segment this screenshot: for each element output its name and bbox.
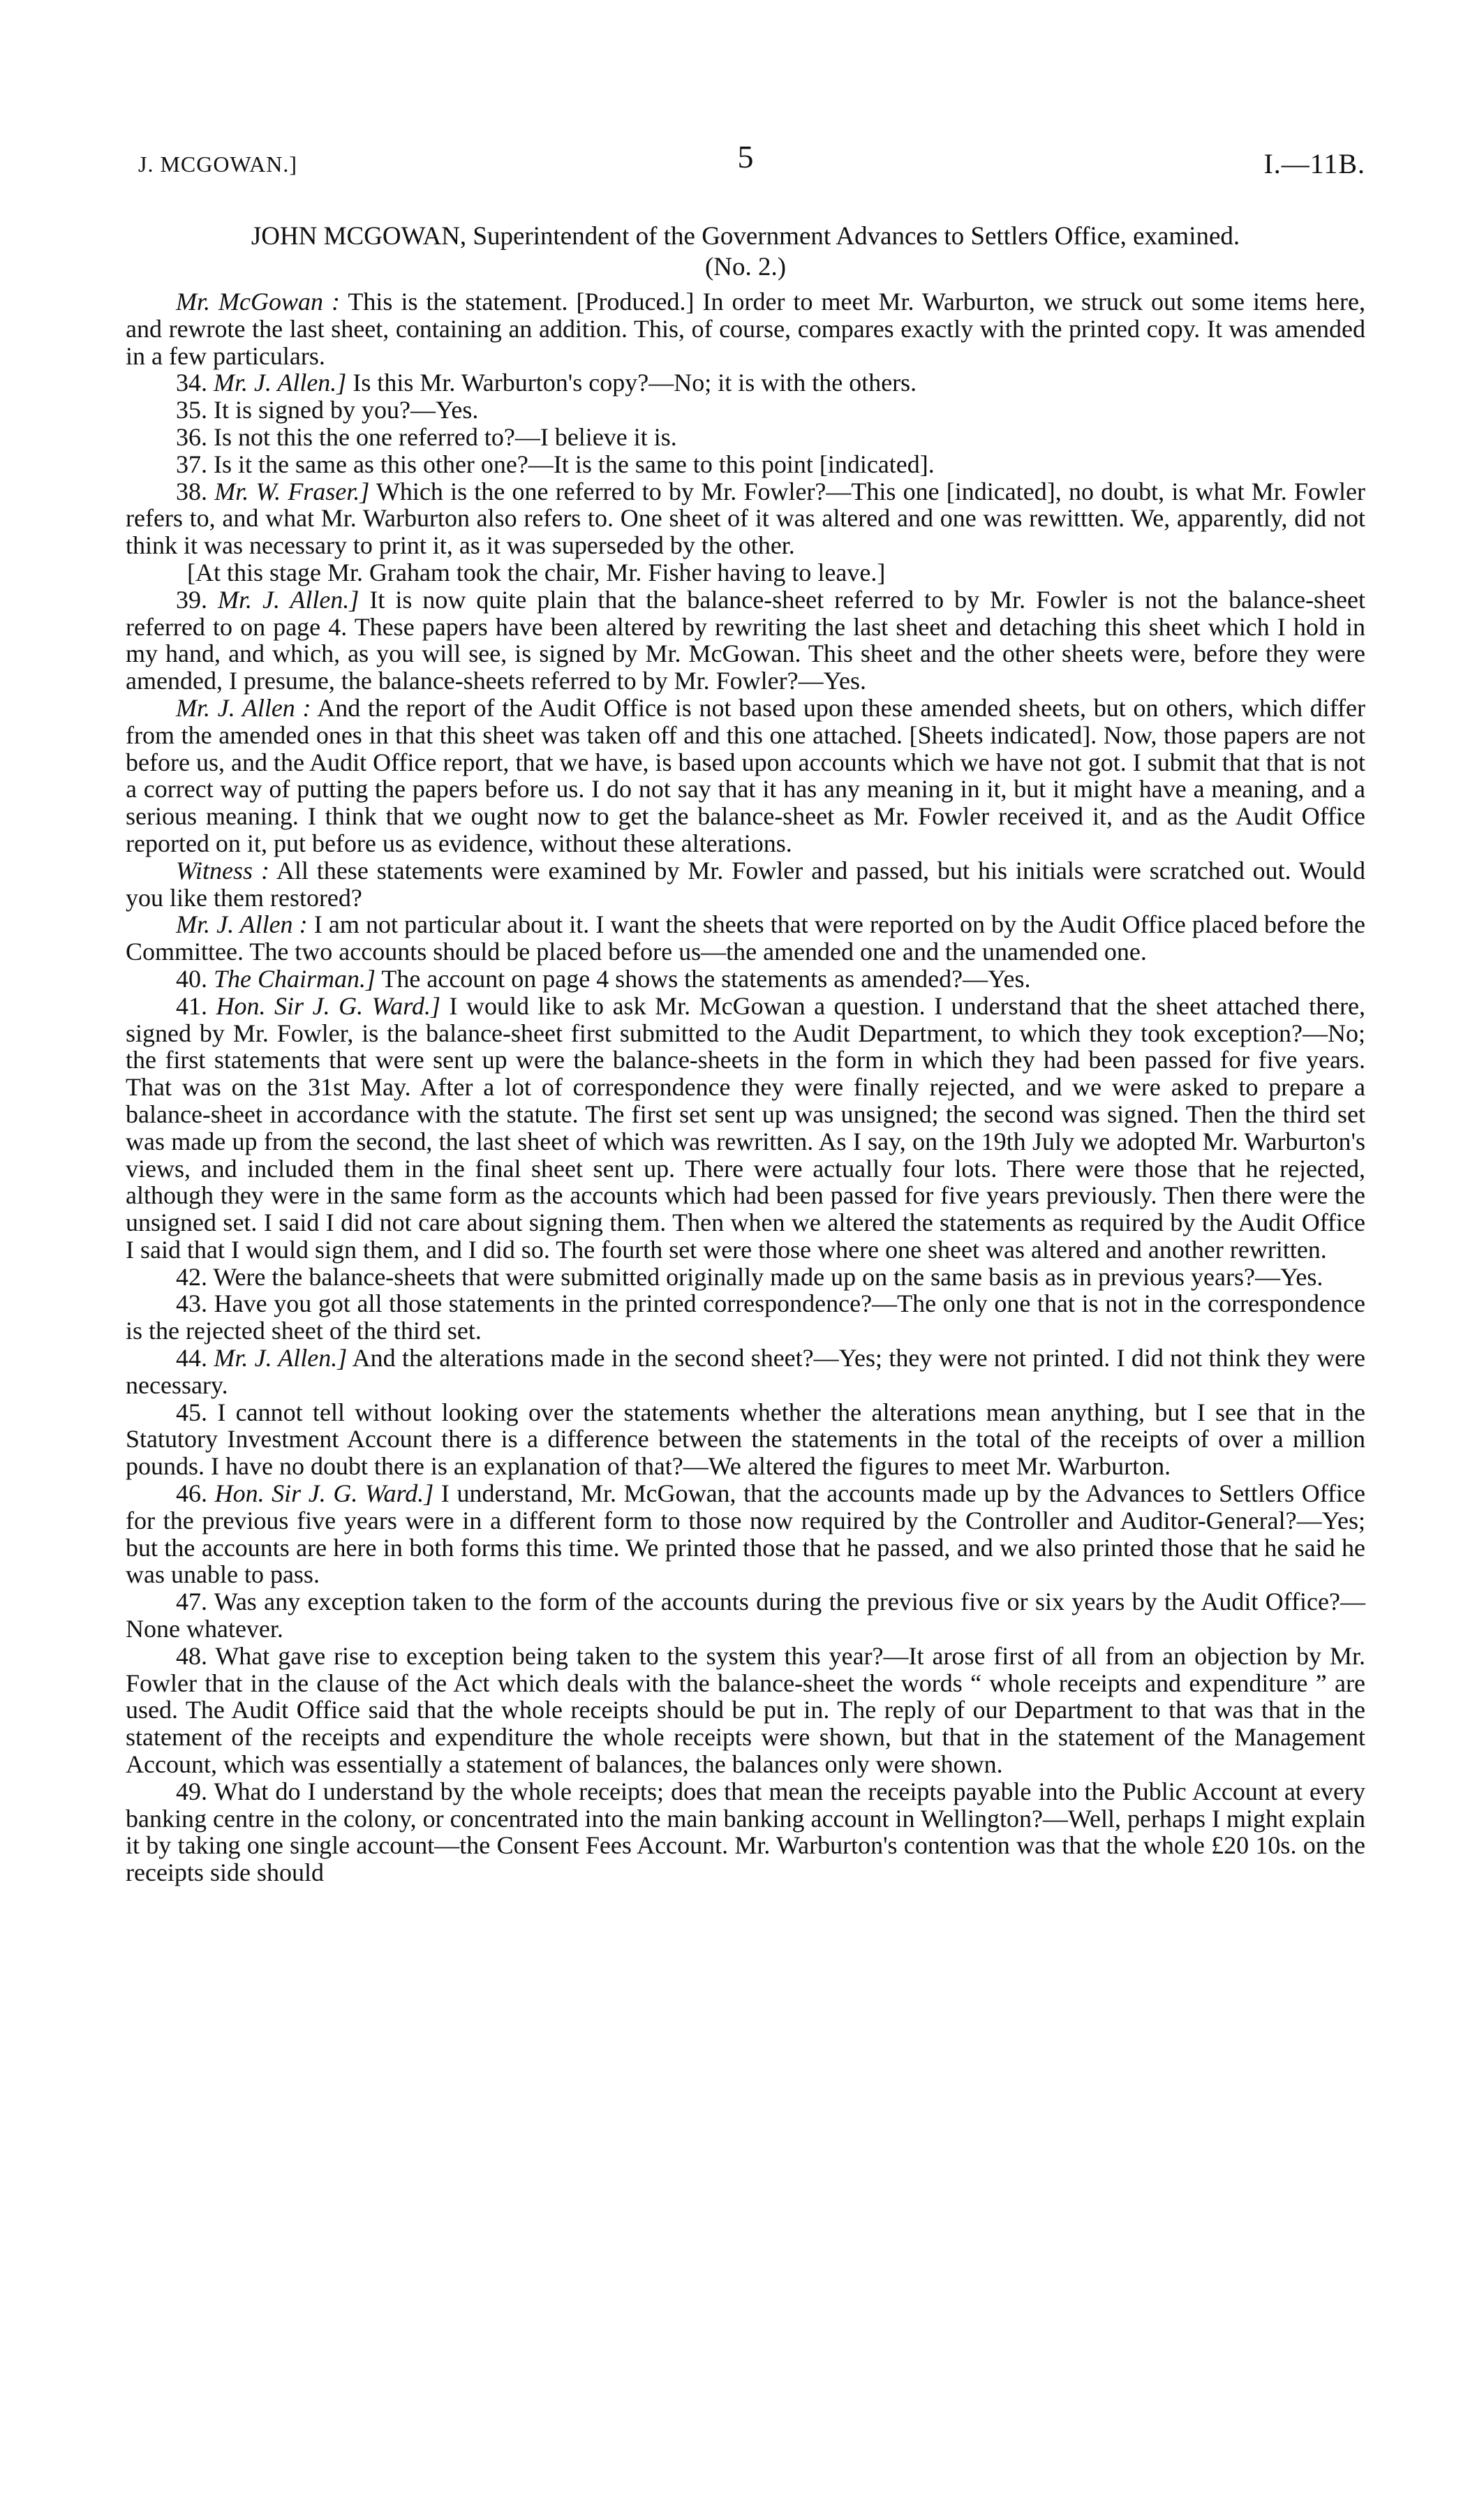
paragraph-text: And the alterations made in the second sheet?—Yes; they were not printed. I did not think they were necessary. xyxy=(126,1344,1366,1399)
question-number: 42. xyxy=(176,1262,207,1291)
paragraph-text: It is signed by you?—Yes. xyxy=(214,396,479,424)
evidence-paragraph xyxy=(126,857,1365,912)
running-head-left: J. MCGOWAN.] xyxy=(138,151,297,177)
paragraph-text: What gave rise to exception being taken to the system this year?—It arose first of all from an objection by Mr. Fowler that in the clause of the Act which deals with the balance-sheet the words “ whole receipts and expenditure ” are used. The Audit Office said that the whole receipts should be put in. The reply of our Department to that was that in the statement of the receipts and expenditure the whole receipts were shown, but that in the statement of the Management Account, which was essentially a statement of balances, the balances only were shown. xyxy=(126,1641,1365,1779)
evidence-paragraph xyxy=(126,966,1365,993)
evidence-paragraph xyxy=(126,478,1365,559)
paragraph-text: And the report of the Audit Office is not based upon these amended sheets, but on others, which differ from the amended ones in that this sheet was taken off and this one attached. [Sheets indicated]. Now, those papers are not before us, and the Audit Office report, that we have, is based upon accounts which we have not got. I submit that that is not a correct way of putting the papers before us. I do not say that it has any meaning in it, but it might have a meaning, and a serious meaning. I think that we ought now to get the balance-sheet as Mr. Fowler received it, and as the Audit Office reported on it, put before us as evidence, without these alterations. xyxy=(126,693,1366,857)
question-number: 45. xyxy=(176,1398,207,1426)
witness-title: Superintendent of the Government Advances to Settlers Office, examined. xyxy=(473,222,1240,251)
paragraph-text: Have you got all those statements in the printed correspondence?—The only one that is not in the correspondence is the rejected sheet of the third set. xyxy=(126,1289,1365,1345)
paragraph-text: All these statements were examined by Mr. Fowler and passed, but his initials were scratched out. Would you like them restored? xyxy=(126,856,1365,912)
evidence-paragraph xyxy=(126,1643,1365,1778)
question-number: 41. xyxy=(176,991,207,1020)
speaker-label: Mr. J. Allen.] xyxy=(214,1344,348,1373)
paragraph-text: Is it the same as this other one?—It is the same to this point [indicated]. xyxy=(214,450,935,478)
evidence-paragraph xyxy=(126,1290,1365,1345)
witness-name: JOHN MCGOWAN, xyxy=(251,222,467,251)
paragraph-text: Is not this the one referred to?—I believe it is. xyxy=(214,422,677,451)
paragraph-text: Was any exception taken to the form of the accounts during the previous five or six years by the Audit Office?—None whatever. xyxy=(126,1588,1365,1643)
paragraph-text: It is now quite plain that the balance-sheet referred to by Mr. Fowler is not the balance-sheet referred to on page 4. These papers have been altered by rewriting the last sheet and detaching this sheet which I hold in my hand, and which, as you will see, is signed by Mr. McGowan. This sheet and the other sheets were, before they were amended, I presume, the balance-sheets referred to by Mr. Fowler?—Yes. xyxy=(126,585,1366,695)
paragraph-text: I cannot tell without looking over the statements whether the alterations mean anything, but I see that in the Statutory Investment Account there is a difference between the statements in the total of the receipts of over a million pounds. I have no doubt there is an explanation of that?—We altered the figures to meet Mr. Warburton. xyxy=(126,1398,1365,1481)
paragraph-text: Which is the one referred to by Mr. Fowler?—This one [indicated], no doubt, is what Mr. Fowler refers to, and what Mr. Warburton also refers to. One sheet of it was altered and one was rewittten. We, apparently, did not think it was necessary to print it, as it was superseded by the other. xyxy=(126,477,1365,560)
question-number: 47. xyxy=(176,1588,207,1616)
question-number: 37. xyxy=(176,450,207,478)
question-number: 34. xyxy=(176,369,207,397)
evidence-paragraph xyxy=(126,993,1365,1264)
paragraph-text: This is the statement. [Produced.] In order to meet Mr. Warburton, we struck out some items here, and rewrote the last sheet, containing an addition. This, of course, compares exactly with the printed copy. It was amended in a few particulars. xyxy=(126,288,1365,370)
speaker-label: Mr. J. Allen : xyxy=(176,910,308,939)
question-number: 40. xyxy=(176,964,207,993)
section-heading xyxy=(126,221,1365,283)
paragraph-text: I would like to ask Mr. McGowan a question. I understand that the sheet attached there, signed by Mr. Fowler, is the balance-sheet first submitted to the Audit Department, to which they took exception?—No; the first statements that were sent up were the balance-sheets in the form in which they had been passed for five years. That was on the 31st May. After a lot of correspondence they were finally rejected, and we were asked to prepare a balance-sheet in accordance with the statute. The first set sent up was unsigned; the second was signed. Then the third set was made up from the second, the last sheet of which was rewritten. As I say, on the 19th July we adopted Mr. Warburton's views, and included them in the final sheet sent up. There were actually four lots. There were those that he rejected, although they were in the same form as the accounts which had been passed for five years previously. Then there were the unsigned set. I said I did not care about signing them. Then when we altered the statements as required by the Audit Office I said that I would sign them, and I did so. The fourth set were those where one sheet was altered and another rewritten. xyxy=(126,991,1366,1264)
examination-number: (No. 2.) xyxy=(704,253,787,281)
page-number: 5 xyxy=(737,139,754,175)
procedural-note xyxy=(126,559,1365,586)
paragraph-text: [At this stage Mr. Graham took the chair, Mr. Fisher having to leave.] xyxy=(187,558,886,586)
speaker-label: The Chairman.] xyxy=(214,964,376,993)
paragraph-text: Is this Mr. Warburton's copy?—No; it is with the others. xyxy=(353,369,917,397)
running-head xyxy=(126,136,1365,178)
paragraph-text: Were the balance-sheets that were submitted originally made up on the same basis as in previous years?—Yes. xyxy=(213,1262,1323,1291)
question-number: 36. xyxy=(176,422,207,451)
evidence-body xyxy=(126,288,1365,1886)
evidence-paragraph xyxy=(126,451,1365,478)
question-number: 39. xyxy=(176,585,207,614)
paragraph-text: I am not particular about it. I want the sheets that were reported on by the Audit Office placed before the Committee. The two accounts should be placed before us—the amended one and the unamended one. xyxy=(126,910,1366,966)
evidence-paragraph xyxy=(126,288,1365,369)
evidence-paragraph xyxy=(126,1399,1365,1480)
evidence-paragraph xyxy=(126,911,1365,966)
question-number: 35. xyxy=(176,396,207,424)
evidence-paragraph xyxy=(126,586,1365,695)
speaker-label: Mr. J. Allen : xyxy=(176,693,311,722)
evidence-paragraph xyxy=(126,424,1365,451)
evidence-paragraph xyxy=(126,1345,1365,1399)
paragraph-text: I understand, Mr. McGowan, that the accounts made up by the Advances to Settlers Office for the previous five years were in a different form to those now required by the Controller and Auditor-General?—Yes; but the accounts are here in both forms this time. We printed those that he passed, and we also printed those that he said he was unable to pass. xyxy=(126,1479,1366,1589)
question-number: 43. xyxy=(176,1289,207,1318)
evidence-paragraph xyxy=(126,1264,1365,1291)
question-number: 48. xyxy=(176,1641,207,1670)
evidence-paragraph xyxy=(126,369,1365,397)
evidence-paragraph xyxy=(126,397,1365,424)
running-head-right: I.—11B. xyxy=(1263,148,1365,179)
speaker-label: Witness : xyxy=(176,856,269,885)
paragraph-text: The account on page 4 shows the statements as amended?—Yes. xyxy=(381,964,1031,993)
question-number: 49. xyxy=(176,1777,207,1805)
speaker-label: Hon. Sir J. G. Ward.] xyxy=(216,991,440,1020)
speaker-label: Mr. McGowan : xyxy=(176,288,341,316)
evidence-paragraph xyxy=(126,1588,1365,1643)
question-number: 38. xyxy=(176,477,207,505)
speaker-label: Mr. J. Allen.] xyxy=(218,585,359,614)
speaker-label: Hon. Sir J. G. Ward.] xyxy=(214,1479,434,1508)
speaker-label: Mr. W. Fraser.] xyxy=(214,477,370,505)
question-number: 44. xyxy=(176,1344,207,1373)
evidence-paragraph xyxy=(126,695,1365,857)
evidence-paragraph xyxy=(126,1480,1365,1588)
evidence-paragraph xyxy=(126,1778,1365,1886)
question-number: 46. xyxy=(176,1479,207,1508)
speaker-label: Mr. J. Allen.] xyxy=(214,369,347,397)
paragraph-text: What do I understand by the whole receipts; does that mean the receipts payable into the Public Account at every banking centre in the colony, or concentrated into the main banking account in Wellington?—Well, perhaps I might explain it by taking one single account—the Consent Fees Account. Mr. Warburton's contention was that the whole £20 10s. on the receipts side should xyxy=(126,1777,1365,1887)
